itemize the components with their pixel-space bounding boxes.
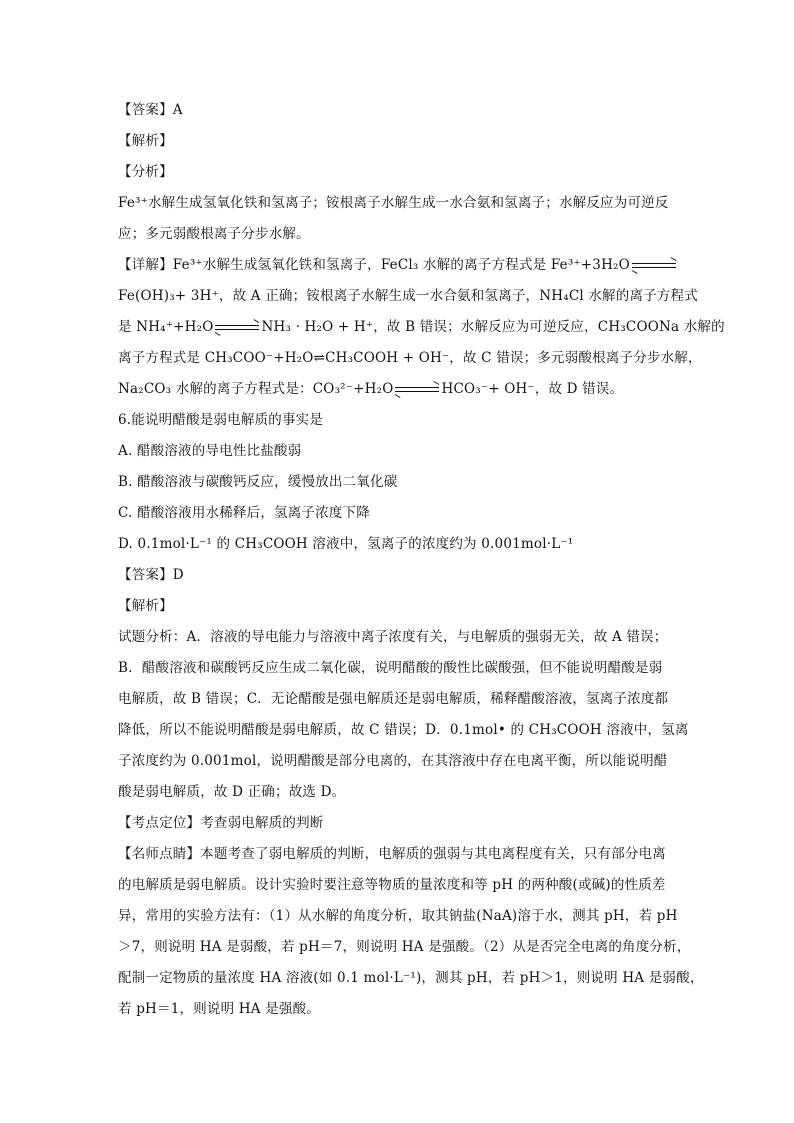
kaodian-dingwei: 【考点定位】考查弱电解质的判断 xyxy=(118,815,324,831)
question-6: 6.能说明醋酸是弱电解质的事实是 xyxy=(118,412,324,428)
reversible-arrow-icon xyxy=(215,324,259,332)
mingshi-line-6: 若 pH＝1，则说明 HA 是强酸。 xyxy=(118,1001,320,1017)
shiti-line-5: 子浓度约为 0.001mol，说明醋酸是部分电离的，在其溶液中存在电离平衡，所以能说明醋 xyxy=(118,753,668,769)
xiangjie-line-5 xyxy=(118,379,678,399)
document-content xyxy=(118,100,725,1019)
xiangjie-line-4: 离子方程式是 CH₃COO⁻+H₂O⇌CH₃COOH + OH⁻，故 C 错误；多元弱酸根离子分步水解， xyxy=(118,350,702,366)
xiangjie-line-3-b: NH₃ · H₂O + H⁺，故 B 错误；水解反应为可逆反应，CH₃COONa 水解的 xyxy=(261,319,725,335)
fenxi-label: 【分析】 xyxy=(118,164,173,180)
xiangjie-line-3-a: 是 NH₄⁺+H₂O xyxy=(118,319,214,335)
answer-1: 【答案】A xyxy=(118,102,183,118)
option-a: A. 醋酸溶液的导电性比盐酸弱 xyxy=(118,443,302,459)
option-d: D. 0.1mol·L⁻¹ 的 CH₃COOH 溶液中，氢离子的浓度约为 0.001mol·L⁻¹ xyxy=(118,536,574,552)
mingshi-line-3: 异，常用的实验方法有：（1）从水解的角度分析，取其钠盐(NaA)溶于水，测其 pH，若 pH xyxy=(118,908,678,924)
reversible-arrow-icon xyxy=(632,262,676,270)
shiti-line-4: 降低，所以不能说明醋酸是弱电解质，故 C 错误；D．0.1mol• 的 CH₃COOH 溶液中，氢离 xyxy=(118,722,689,738)
fenxi-line-1: Fe³⁺水解生成氢氧化铁和氢离子；铵根离子水解生成一水合氨和氢离子；水解反应为可逆反 xyxy=(118,195,669,211)
mingshi-line-2: 的电解质是弱电解质。设计实验时要注意等物质的量浓度和等 pH 的两种酸(或碱)的性质差 xyxy=(118,877,666,893)
xiangjie-line-1 xyxy=(118,255,678,275)
xiangjie-line-5-b: HCO₃⁻+ OH⁻，故 D 错误。 xyxy=(441,381,624,397)
shiti-line-3: 电解质，故 B 错误；C．无论醋酸是强电解质还是弱电解质，稀释醋酸溶液，氢离子浓度都 xyxy=(118,691,669,707)
mingshi-line-1: 【名师点睛】本题考查了弱电解质的判断，电解质的强弱与其电离程度有关，只有部分电离 xyxy=(118,846,666,862)
mingshi-line-5: 配制一定物质的量浓度 HA 溶液(如 0.1 mol·L⁻¹)，测其 pH，若 pH＞1，则说明 HA 是弱酸， xyxy=(118,970,704,986)
mingshi-line-4: ＞7，则说明 HA 是弱酸，若 pH＝7，则说明 HA 是强酸。（2）从是否完全电离的角度分析， xyxy=(118,939,691,955)
option-b: B. 醋酸溶液与碳酸钙反应，缓慢放出二氧化碳 xyxy=(118,474,398,490)
answer-2: 【答案】D xyxy=(118,567,184,583)
shiti-line-2: B．醋酸溶液和碳酸钙反应生成二氧化碳，说明醋酸的酸性比碳酸强，但不能说明醋酸是弱 xyxy=(118,660,663,676)
xiangjie-line-2: Fe(OH)₃+ 3H⁺，故 A 正确；铵根离子水解生成一水合氨和氢离子，NH₄Cl 水解的离子方程式 xyxy=(118,288,698,304)
xiangjie-line-5-a: Na₂CO₃ 水解的离子方程式是：CO₃²⁻+H₂O xyxy=(118,381,394,397)
analysis-label-1: 【解析】 xyxy=(118,133,173,149)
analysis-label-2: 【解析】 xyxy=(118,598,173,614)
xiangjie-line-1-text: 【详解】Fe³⁺水解生成氢氧化铁和氢离子，FeCl₃ 水解的离子方程式是 Fe³⁺+3H₂O xyxy=(118,257,630,273)
shiti-line-1: 试题分析：A．溶液的导电能力与溶液中离子浓度有关，与电解质的强弱无关，故 A 错误； xyxy=(118,629,668,645)
reversible-arrow-icon xyxy=(395,386,439,394)
xiangjie-line-3 xyxy=(118,317,725,337)
shiti-line-6: 酸是弱电解质，故 D 正确；故选 D。 xyxy=(118,784,346,800)
option-c: C. 醋酸溶液用水稀释后，氢离子浓度下降 xyxy=(118,505,370,521)
fenxi-line-2: 应；多元弱酸根离子分步水解。 xyxy=(118,226,310,242)
